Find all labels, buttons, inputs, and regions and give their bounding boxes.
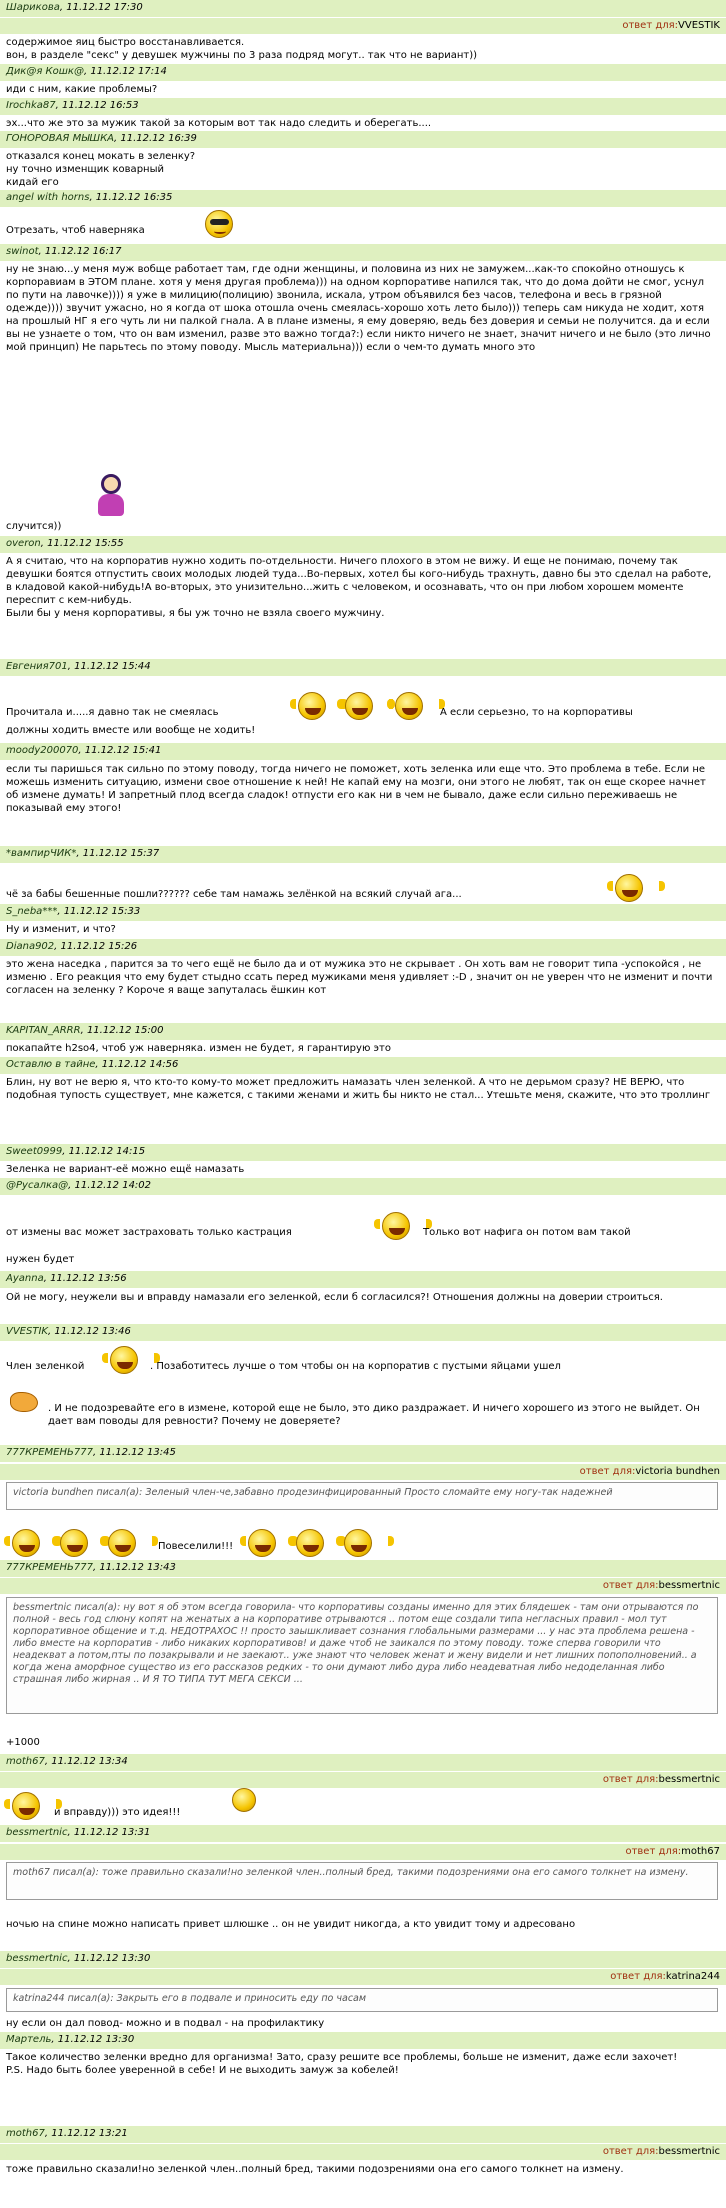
- post-header: Irochka87, 11.12.12 16:53: [0, 98, 726, 115]
- reply-label: ответ для:: [602, 1580, 659, 1591]
- quote-block: moth67 писал(а): тоже правильно сказали!но зеленкой член..полный бред, такими подозрениями она его самого толкнет на измену.: [6, 1862, 718, 1900]
- author-link[interactable]: Diana902: [6, 941, 55, 952]
- post-header: 777КРЕМЕНЬ777, 11.12.12 13:45: [0, 1445, 726, 1462]
- reply-label: ответ для:: [610, 1971, 666, 1982]
- post-date: 11.12.12 14:15: [68, 1146, 146, 1157]
- laughing-smiley-icon: [344, 1529, 372, 1557]
- post-date: 11.12.12 15:55: [47, 538, 124, 549]
- post-date: 11.12.12 13:56: [50, 1273, 127, 1284]
- author-link[interactable]: overon: [6, 538, 41, 549]
- post-header: swinot, 11.12.12 16:17: [0, 244, 726, 261]
- post-header: moth67, 11.12.12 13:21: [0, 2126, 726, 2143]
- author-link[interactable]: S_neba***: [6, 906, 58, 917]
- author-link[interactable]: Sweet0999: [6, 1146, 63, 1157]
- reply-to: [0, 18, 726, 34]
- laughing-smiley-icon: [298, 692, 326, 720]
- post-text: чё за бабы бешенные пошли?????? себе там намажь зелёнкой на всякий случай ага...: [6, 889, 462, 900]
- post-date: 11.12.12 16:35: [95, 192, 173, 203]
- reply-target-link[interactable]: katrina244: [665, 1971, 720, 1982]
- post-header: Diana902, 11.12.12 15:26: [0, 939, 726, 956]
- post-header: KAPITAN_ARRR, 11.12.12 15:00: [0, 1023, 726, 1040]
- post-date: 11.12.12 13:46: [54, 1326, 131, 1337]
- post-date: 11.12.12 17:14: [90, 66, 167, 77]
- post-text: ну если он дал повод- можно и в подвал - на профилактику: [6, 2018, 325, 2029]
- post-date: 11.12.12 16:39: [120, 133, 197, 144]
- post-date: 11.12.12 14:02: [74, 1180, 152, 1191]
- post-text: и вправду))) это идея!!!: [54, 1807, 181, 1818]
- reply-label: ответ для:: [602, 1774, 659, 1785]
- post-text: +1000: [6, 1737, 40, 1748]
- girl-emoticon-icon: [90, 470, 132, 518]
- reply-to: [0, 1844, 726, 1860]
- reply-target-link[interactable]: victoria bundhen: [635, 1466, 720, 1477]
- post-text: покапайте h2so4, чтоб уж наверняка. измен не будет, я гарантирую это: [6, 1043, 391, 1054]
- laughing-smiley-icon: [248, 1529, 276, 1557]
- laughing-smiley-icon: [12, 1792, 40, 1820]
- post-text: содержимое яиц быстро восстанавливается. вон, в разделе "секс" у девушек мужчины по 3 раза подряд могут.. так что не вариант)): [6, 37, 478, 61]
- quote-block: katrina244 писал(а): Закрыть его в подвале и приносить еду по часам: [6, 1988, 718, 2012]
- post-header: 777КРЕМЕНЬ777, 11.12.12 13:43: [0, 1560, 726, 1577]
- post-date: 11.12.12 13:43: [99, 1562, 176, 1573]
- author-link[interactable]: *вампирЧИК*: [6, 848, 77, 859]
- post-text: ну не знаю...у меня муж вобще работает там, где одни женщины, и половина из них не замужем...как-то спокойно отношусь к корпоравиам в ЭТОМ плане. хотя у меня другая проблема))) на одном корпоративе напился так, что до дома дойти не смог, уснул по пути на лавочке)))) я уже в милицию(полицию) звонила, искала, утром объявился без часов, телефона и весь в грязной одежде)))) звучит ужасно, но я когда от шока отошла очень смеялась-хорошо хоть лето было))) теперь сам никуда не ходит, хотя на прошлый НГ я его чуть ли ни палкой гнала. А в плане измены, я ему доверяю, ведь без доверия и семьи не получится. да и если вы не узнаете о том, что он вам изменил, разве это важно тогда?:) если никто ничего не знает, значит ничего и не было (это лично мой принцип) Не парьтесь по этому поводу. Мысль материальна))) если о чем-то думать много это: [6, 264, 711, 353]
- author-link[interactable]: Мартель: [6, 2034, 52, 2045]
- post-date: 11.12.12 15:26: [60, 941, 138, 952]
- post-text: . И не подозревайте его в измене, которой еще не было, это дико раздражает. И ничего хорошего из этого не выйдет. Он дает вам поводы для ревности? Почему не доверяете?: [48, 1403, 700, 1427]
- post-text: . Позаботитесь лучше о том чтобы он на корпоратив с пустыми яйцами ушел: [150, 1361, 561, 1372]
- post-date: 11.12.12 13:30: [73, 1953, 151, 1964]
- post-header: Sweet0999, 11.12.12 14:15: [0, 1144, 726, 1161]
- post-text: Только вот нафига он потом вам такой: [423, 1227, 631, 1238]
- post-text: Такое количество зеленки вредно для организма! Зато, сразу решите все проблемы, больше не изменит, даже если захочет! P.S. Надо быть более уверенной в себе! И не выходить замуж за кобелей!: [6, 2052, 678, 2076]
- author-link[interactable]: bessmertnic: [6, 1953, 68, 1964]
- post-text: Прочитала и.....я давно так не смеялась: [6, 707, 219, 718]
- reply-target-link[interactable]: moth67: [681, 1846, 720, 1857]
- post-text: нужен будет: [6, 1254, 75, 1265]
- laughing-smiley-icon: [345, 692, 373, 720]
- reply-target-link[interactable]: bessmertnic: [658, 2146, 720, 2157]
- reply-label: ответ для:: [625, 1846, 682, 1857]
- author-link[interactable]: VVESTIK: [6, 1326, 48, 1337]
- post-text: А я считаю, что на корпоратив нужно ходить по-отдельности. Ничего плохого в этом не вижу. И еще не понимаю, почему так девушки боятся отпустить своих молодых людей туда...Во-первых, хотел бы кого-нибудь трахнуть, давно бы это сделал на работе, в кладовой какой-нибудь!А во-вторых, это унизительно...жить с человеком, и осознавать, что он при любом хорошем моменте переспит с кем-нибудь. Были бы у меня корпоративы, я бы уж точно не взяла своего мужчину.: [6, 556, 712, 619]
- post-text: Ой не могу, неужели вы и вправду намазали его зеленкой, если б согласился?! Отношения должны на доверии строиться.: [6, 1292, 663, 1303]
- post-header: Дик@я Кошк@, 11.12.12 17:14: [0, 64, 726, 81]
- post-date: 11.12.12 15:44: [74, 661, 151, 672]
- post-header: ГОНОРОВАЯ МЫШКА, 11.12.12 16:39: [0, 131, 726, 148]
- quote-block: bessmertnic писал(а): ну вот я об этом всегда говорила- что корпоративы созданы именно для этих блядешек - там они отрываются по полной - весь год слюну копят на женатых а на корпоративе отрываются .. потом еще создали типа негласных правил - мол тут корпоративное общение и т.д. НЕДОТРАХОС !! просто заышкливает сознания глобальными размерами ... у нас эта проблема решена - либо вместе на корпоратив - либо никаких корпоративов! и даже чтоб не заикался по этому поводу. тоже сперва говорили что неадекват а потом,пты по позакрывали и не заекают.. уже знают что человек женат и жену видели и нет лишних попополновений.. а когда жена аморфное существо из его рассказов редких - то они думают либо дура либо неадеватная либо недоделанная либо страшная либо жирная .. И Я ТО ТИПА ТУТ МЕГА СЕКСИ ...: [6, 1597, 718, 1714]
- post-text: Зеленка не вариант-её можно ещё намазать: [6, 1164, 245, 1175]
- post-header: S_neba***, 11.12.12 15:33: [0, 904, 726, 921]
- reply-to: [0, 1578, 726, 1594]
- author-link[interactable]: Ayanna: [6, 1273, 44, 1284]
- post-text: Блин, ну вот не верю я, что кто-то кому-то может предложить намазать член зеленкой. А что не дерьмом сразу? НЕ ВЕРЮ, что подобная тупость существует, мне кажется, с такими женами и жить бы никто не стал... Утешьте меня, скажите, что это троллинг: [6, 1077, 711, 1101]
- author-link[interactable]: 777КРЕМЕНЬ777: [6, 1447, 93, 1458]
- waving-hand-icon: [10, 1392, 38, 1412]
- post-header: Шарикова, 11.12.12 17:30: [0, 0, 726, 17]
- post-date: 11.12.12 15:41: [84, 745, 162, 756]
- laughing-smiley-icon: [382, 1212, 410, 1240]
- post-header: angel with horns, 11.12.12 16:35: [0, 190, 726, 207]
- laughing-smiley-icon: [60, 1529, 88, 1557]
- post-text: тоже правильно сказали!но зеленкой член..полный бред, такими подозрениями она его самого толкнет на измену.: [6, 2164, 624, 2175]
- post-text: А если серьезно, то на корпоративы: [440, 707, 633, 718]
- reply-target-link[interactable]: VVESTIK: [678, 20, 720, 31]
- reply-label: ответ для:: [602, 2146, 659, 2157]
- post-header: *вампирЧИК*, 11.12.12 15:37: [0, 846, 726, 863]
- post-date: 11.12.12 13:30: [57, 2034, 135, 2045]
- laughing-smiley-icon: [108, 1529, 136, 1557]
- author-link[interactable]: ГОНОРОВАЯ МЫШКА: [6, 133, 115, 144]
- post-text: Член зеленкой: [6, 1361, 85, 1372]
- post-text: Ну и изменит, и что?: [6, 924, 116, 935]
- post-text: иди с ним, какие проблемы?: [6, 84, 158, 95]
- author-link[interactable]: 777КРЕМЕНЬ777: [6, 1562, 93, 1573]
- reply-to: [0, 1772, 726, 1788]
- post-date: 11.12.12 13:31: [73, 1827, 151, 1838]
- author-link[interactable]: KAPITAN_ARRR: [6, 1025, 81, 1036]
- laughing-smiley-icon: [110, 1346, 138, 1374]
- reply-to: [0, 1969, 726, 1985]
- author-link[interactable]: moth67: [6, 2128, 45, 2139]
- post-date: 11.12.12 15:37: [82, 848, 160, 859]
- laughing-smiley-icon: [296, 1529, 324, 1557]
- post-date: 11.12.12 15:33: [63, 906, 141, 917]
- post-header: Мартель, 11.12.12 13:30: [0, 2032, 726, 2049]
- reply-to: [0, 2144, 726, 2160]
- smiley-with-cup-icon: [232, 1788, 256, 1812]
- post-date: 11.12.12 13:21: [51, 2128, 128, 2139]
- post-header: bessmertnic, 11.12.12 13:30: [0, 1951, 726, 1968]
- author-link[interactable]: swinot: [6, 246, 39, 257]
- post-header: Ayanna, 11.12.12 13:56: [0, 1271, 726, 1288]
- post-text: случится)): [6, 521, 62, 532]
- author-link[interactable]: @Русалка@: [6, 1180, 69, 1191]
- post-header: Евгения701, 11.12.12 15:44: [0, 659, 726, 676]
- reply-target-link[interactable]: bessmertnic: [658, 1580, 720, 1591]
- post-text: Повеселили!!!: [158, 1541, 234, 1552]
- reply-to: [0, 1464, 726, 1480]
- author-link[interactable]: bessmertnic: [6, 1827, 68, 1838]
- post-header: @Русалка@, 11.12.12 14:02: [0, 1178, 726, 1195]
- post-header: moody200070, 11.12.12 15:41: [0, 743, 726, 760]
- post-text: если ты паришься так сильно по этому поводу, тогда ничего не поможет, хоть зеленка или еще что. Это проблема в тебе. Если не можешь изменить ситуацию, измени свое отношение к ней! Не капай ему на мозги, они этого не любят, так он еще скорее начнет об измене думать! И запретный плод всегда сладок! отпусти его как ни в чем не бывало, даже если сильно переживаешь не показывай ему этого!: [6, 764, 706, 814]
- post-date: 11.12.12 16:17: [44, 246, 122, 257]
- post-date: 11.12.12 15:00: [86, 1025, 164, 1036]
- author-link[interactable]: Шарикова: [6, 2, 60, 13]
- cool-smiley-icon: [205, 210, 233, 238]
- laughing-smiley-icon: [395, 692, 423, 720]
- laughing-smiley-icon: [615, 874, 643, 902]
- post-header: VVESTIK, 11.12.12 13:46: [0, 1324, 726, 1341]
- post-text: эх...что же это за мужик такой за которым вот так надо следить и оберегать....: [6, 118, 432, 129]
- post-header: overon, 11.12.12 15:55: [0, 536, 726, 553]
- author-link[interactable]: Евгения701: [6, 661, 68, 672]
- post-date: 11.12.12 17:30: [66, 2, 143, 13]
- post-text: Отрезать, чтоб наверняка: [6, 225, 145, 236]
- author-link[interactable]: Irochka87: [6, 100, 56, 111]
- post-header: bessmertnic, 11.12.12 13:31: [0, 1825, 726, 1842]
- post-text: от измены вас может застраховать только кастрация: [6, 1227, 292, 1238]
- author-link[interactable]: Дик@я Кошк@: [6, 66, 84, 77]
- post-text: отказался конец мокать в зеленку? ну точно изменщик коварный кидай его: [6, 151, 196, 188]
- post-text: должны ходить вместе или вообще не ходить!: [6, 725, 256, 736]
- reply-label: ответ для:: [579, 1466, 636, 1477]
- reply-label: ответ для:: [622, 20, 679, 31]
- post-header: moth67, 11.12.12 13:34: [0, 1754, 726, 1771]
- post-text: ночью на спине можно написать привет шлюшке .. он не увидит никогда, а кто увидит тому и адресовано: [6, 1919, 576, 1930]
- post-date: 11.12.12 13:34: [51, 1756, 128, 1767]
- quote-block: victoria bundhen писал(а): Зеленый член-че,забавно продезинфицированный Просто сломайте ему ногу-так надежней: [6, 1482, 718, 1510]
- post-date: 11.12.12 16:53: [62, 100, 139, 111]
- post-date: 11.12.12 14:56: [101, 1059, 179, 1070]
- laughing-smiley-icon: [12, 1529, 40, 1557]
- author-link[interactable]: angel with horns: [6, 192, 90, 203]
- author-link[interactable]: moody200070: [6, 745, 79, 756]
- author-link[interactable]: Оставлю в тайне: [6, 1059, 96, 1070]
- author-link[interactable]: moth67: [6, 1756, 45, 1767]
- post-date: 11.12.12 13:45: [99, 1447, 176, 1458]
- post-text: это жена наседка , парится за то чего ещё не было да и от мужика это не скрывает . Он хоть вам не говорит типа -успокойся , не изменю . Его реакция что ему будет стыдно ссать перед мужиками меня удивляет :-D , значит он не уверен что не изменит и почти согласен на зеленку ? Короче я ваще запуталась ёшкин кот: [6, 959, 713, 996]
- reply-target-link[interactable]: bessmertnic: [658, 1774, 720, 1785]
- post-header: Оставлю в тайне, 11.12.12 14:56: [0, 1057, 726, 1074]
